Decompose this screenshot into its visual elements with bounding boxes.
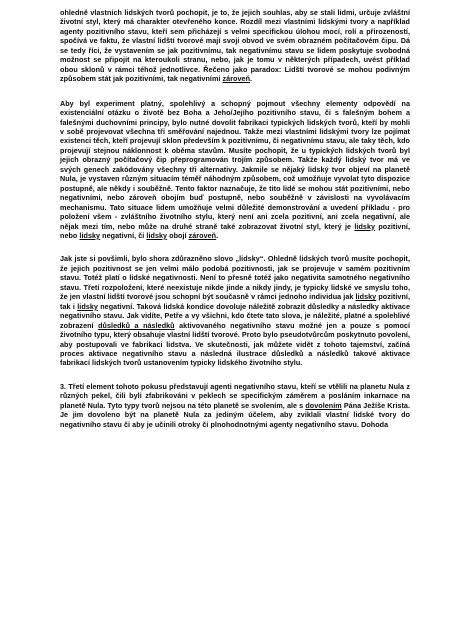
paragraph-4 xyxy=(60,382,410,429)
underlined-emphasis: lidsky xyxy=(355,292,377,302)
paragraph-1 xyxy=(60,8,410,84)
paragraph-text: aktivovaného negativního stavu možné jen a pouze s pomocí životního typu, který obsahuje vlastní lidští tvorové. Proto bylo pseudotvůrcům poskytnuto povolení, aby postupovali ve fabrikaci lidstva. Ve skutečnosti, jak můžete vidět z tohoto tajemství, začíná proces aktivace negativního stavu a následná ilustrace důsledků a následků takové aktivace fabrikací lidských tvorů ustanovením typicky lidského životního stylu. xyxy=(60,320,410,368)
paragraph-text: Pána Ježíše Krista. Je jim dovoleno být na planetě Nula za jediným účelem, aby zviklali vlastní lidské tvory do negativního stavu či aby je učinili otroky či plnohodnotnými agenty negativního stavu. Dohoda xyxy=(60,400,410,429)
underlined-emphasis: lidsky xyxy=(79,230,101,240)
paragraph-text: Aby byl experiment platný, spolehlivý a schopný pojmout všechny elementy odpovědí na existenciální otázku o životě bez Boha a Jeho/Jejího pozitivního stavu, či s falešným bohem a falešnými duchovními principy, bylo nutné dovolit fabrikaci typických lidských tvorů, kteří by mohli v sobě projevovat všechna tři směřování najednou. Takže mezi vlastními lidskými tvory lze pojímat existenci těch, kteří projevují sklon především k pozitivnímu, či negativnímu stavu, ale taky těch, kdo projevují stejnou náklonnost k oběma stavům. Musíte pochopit, že u typických lidských tvorů byl jejich obrazný počítačový čip přeprogramován trojím způsobem. Takže každý lidský tvor má ve svých genech zakódovány všechny tři alternativy. Jakmile se nějaký lidský tvor objeví na planetě Nula, je vystaven různým situacím téměř náhodným způsobem, což umožňuje vyvolat tyto dispozice postupně, ale někdy i souběžně. Tento faktor naznačuje, že tito lidé se mohou stát pozitivními, nebo negativními, nebo zároveň obojím buď postupně, nebo souběžně v závislosti na vyvolávacím mechanismu. Tato situace lidem umožňuje velmi důležité demonstrování a uvedení příkladu - pro položení všem - zvláštního životního stylu, který není ani zcela pozitivní, ani zcela negativní, ale nějak mezi tím, nebo může na druhé straně také zobrazovat životní styl, který je xyxy=(60,98,410,231)
underlined-emphasis: lidsky xyxy=(354,221,376,231)
paragraph-text: ohledně vlastních lidských tvorů pochopit, je to, že jejich souhlas, aby se stali lidmi, určuje zvláštní životní styl, který má charakter otevřeného konce. Rozdíl mezi vlastními lidskými tvory a například agenty pozitivního stavu, kteří sem přicházejí s velmi specifickou úlohou mocí, rolí a přirozeností, spočívá ve faktu, že vlastní lidští tvorové mají svoji obvod ve svém obrazném počítačovém čipu. Dá se tedy říci, že vystavením se jak pozitivnímu, tak negativnímu stavu se lidem poskytuje svobodná možnost se připojit na kteroukoli stranu, nebo, jak je tomu v některých případech, uvést příklad obou sklonů v rámci téhož jednotlivce. Řečeno jako paradox: Lidští tvorové se mohou podivným způsobem stát jak pozitivními, tak negativními xyxy=(60,8,410,84)
paragraph-2 xyxy=(60,99,410,241)
paragraph-3 xyxy=(60,254,410,367)
underlined-emphasis: lidsky xyxy=(146,230,168,240)
underlined-emphasis: dovolením xyxy=(305,400,342,410)
paragraph-text: Jak jste si povšimli, bylo shora zdůrazněno slovo „lidsky“. Ohledně lidských tvorů musíte pochopit, že jejich pozitivnost se jen velmi málo podobá pozitivnosti, jak se projevuje v samém pozitivním stavu. Totéž platí o lidské negativnosti. Není to přesně totéž jako negativita samotného negativního stavu. Třetí rozpoložení, které neexistuje nikde jinde a nikdy jindy, je typicky lidské ve smyslu toho, že jen vlastní lidští tvorové jsou schopní být současně v rámci jednoho individua jak xyxy=(60,254,410,302)
paragraph-text: pozitivní, nebo xyxy=(60,221,410,240)
paragraph-text: . xyxy=(216,230,219,240)
underlined-emphasis: důsledků a následků xyxy=(98,320,175,330)
paragraph-text: negativní. Taková lidská kondice dovoluje náležitě zobrazit důsledky a následky aktivace negativního stavu. Jak vidíte, Petře a vy všichni, kdo čtete tato slova, je náležité, platné a spolehlivé zobrazení xyxy=(60,301,410,330)
underlined-emphasis: lidsky xyxy=(77,301,98,311)
paragraph-text: negativní, či xyxy=(100,230,147,240)
underlined-emphasis: zároveň xyxy=(188,230,217,240)
paragraph-text: . xyxy=(250,74,253,84)
paragraph-text: pozitivní, tak i xyxy=(60,292,410,311)
paragraph-text: obojí xyxy=(167,230,189,240)
underlined-emphasis: zároveň xyxy=(222,74,251,84)
paragraph-text: 3. Třetí element tohoto pokusu představují agenti negativního stavu, kteří se vtělili na planetu Nula z různých pekel, čili byli zfabrikováni v peklech se specifickým záměrem a posláním inkarnace na planetě Nula. Tyto typy tvorů nejsou na této planetě se svolením, ale s xyxy=(60,381,410,410)
